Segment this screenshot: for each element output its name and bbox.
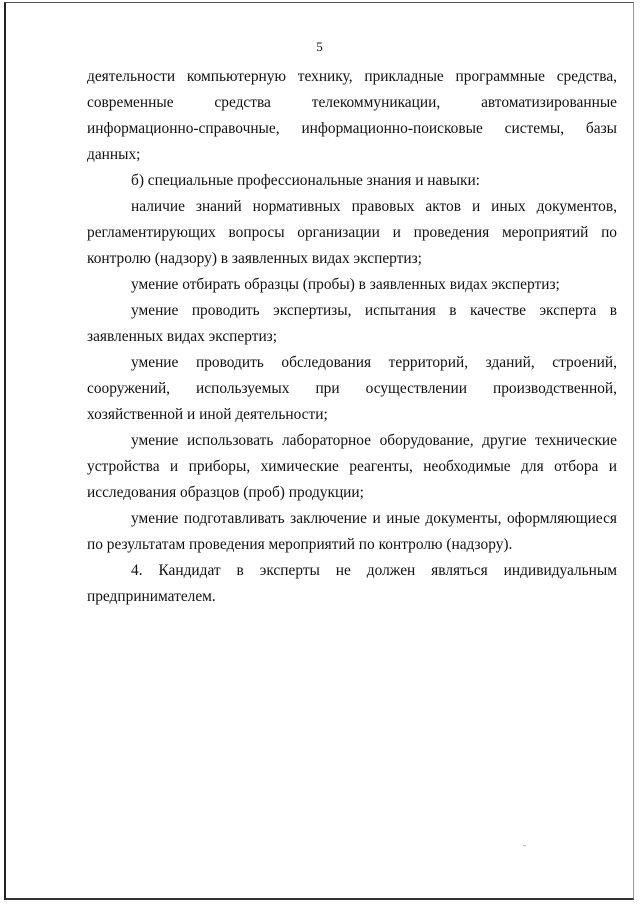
paragraph-special-skills-heading: б) специальные профессиональные знания и навыки:	[131, 172, 480, 189]
paragraph-report-skill: умение подготавливать заключение и иные документы, оформляющиеся по результатам проведения мероприятий по контролю (надзору).	[87, 510, 617, 553]
paragraph-knowledge-regulations: наличие знаний нормативных правовых актов и иных документов, регламентирующих вопросы организации и проведения мероприятий по контролю (надзору) в заявленных видах экспертиз;	[87, 198, 617, 267]
paragraph-expertise-skill: умение проводить экспертизы, испытания в качестве эксперта в заявленных видах экспертиз;	[87, 302, 617, 345]
paragraph-item-4: 4. Кандидат в эксперты не должен являться индивидуальным предпринимателем.	[87, 562, 617, 605]
paragraph-continuation: деятельности компьютерную технику, прикладные программные средства, современные средства телекоммуникации, автоматизированные информационно-справочные, информационно-поисковые системы, базы данных;	[87, 68, 617, 163]
paragraph-lab-equipment-skill: умение использовать лабораторное оборудование, другие технические устройства и приборы, химические реагенты, необходимые для отбора и исследования образцов (проб) продукции;	[87, 432, 617, 501]
document-page	[4, 2, 634, 900]
paragraph-sampling-skill: умение отбирать образцы (пробы) в заявленных видах экспертиз;	[131, 276, 560, 293]
paragraph-inspection-skill: умение проводить обследования территорий, зданий, строений, сооружений, используемых при осуществлении производственной, хозяйственной и иной деятельности;	[87, 354, 617, 423]
scan-artifact	[523, 845, 526, 846]
page-number: 5	[316, 39, 323, 54]
document-body	[87, 64, 617, 610]
